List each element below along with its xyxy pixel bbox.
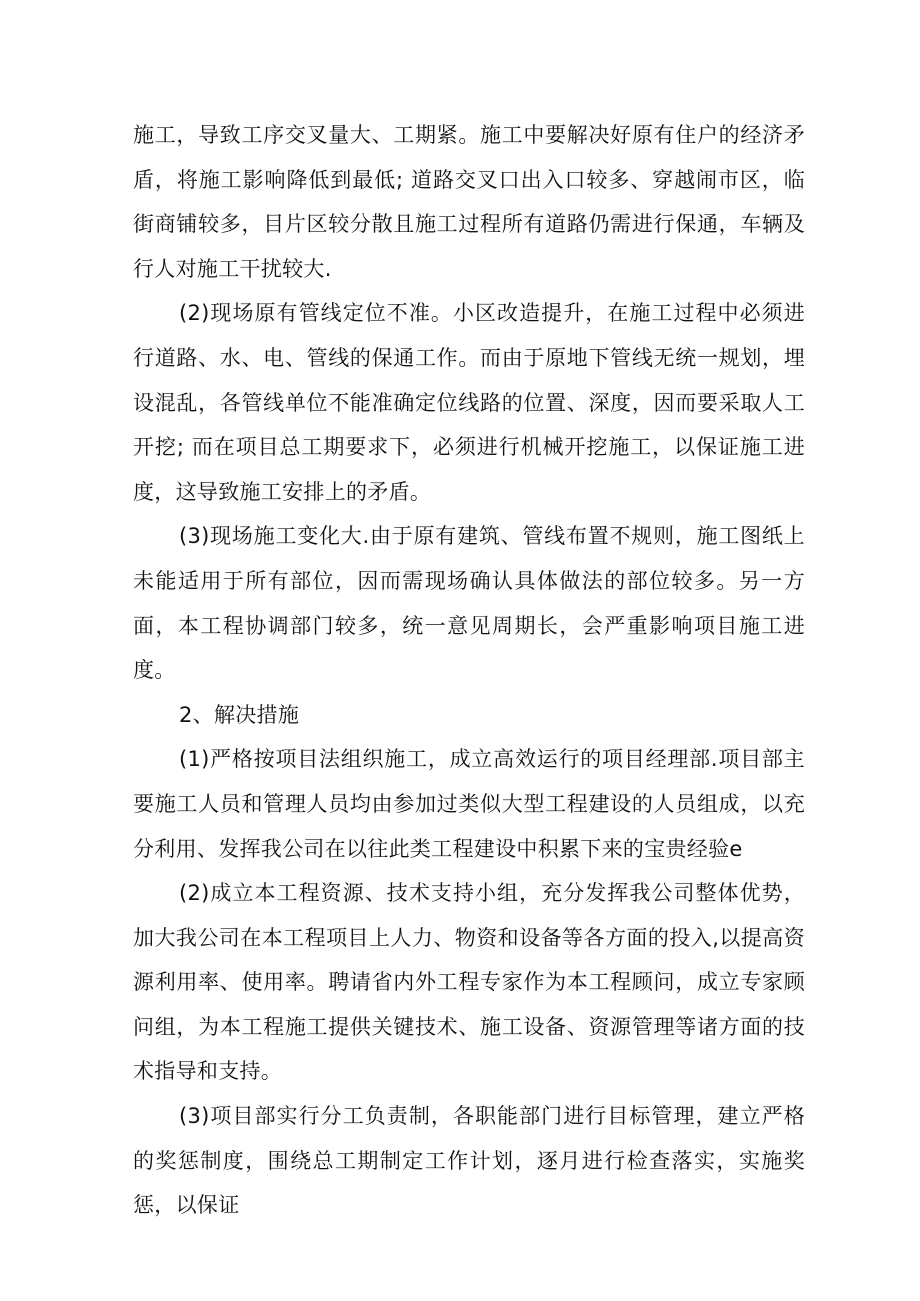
paragraph-pipeline-positioning: (2)现场原有管线定位不准。小区改造提升，在施工过程中必须进行道路、水、电、管线的保通工作。而由于原地下管线无统一规划，埋设混乱，各管线单位不能准确定位线路的位置、深度，因而要采取人工开挖; 而在项目总工期要求下，必须进行机械开挖施工，以保证施工进度，这导致施工安排上的矛盾。	[133, 301, 805, 504]
paragraph-project-management: (1)严格按项目法组织施工，成立高效运行的项目经理部.项目部主要施工人员和管理人员均由参加过类似大型工程建设的人员组成，以充分利用、发挥我公司在以往此类工程建设中积累下来的宝贵经验e	[133, 747, 805, 861]
paragraph-responsibility-system: (3)项目部实行分工负责制，各职能部门进行目标管理，建立严格的奖惩制度，围绕总工期制定工作计划，逐月进行检查落实，实施奖惩，以保证	[133, 1104, 805, 1218]
document-body	[133, 113, 805, 1228]
paragraph-resource-support: (2)成立本工程资源、技术支持小组，充分发挥我公司整体优势，加大我公司在本工程项目上人力、物资和设备等各方面的投入,以提高资源利用率、使用率。聘请省内外工程专家作为本工程顾问，成立专家顾问组，为本工程施工提供关键技术、施工设备、资源管理等诸方面的技术指导和支持。	[133, 881, 805, 1084]
section-heading-solutions: 2、解决措施	[179, 702, 300, 727]
paragraph-site-changes: (3)现场施工变化大.由于原有建筑、管线布置不规则，施工图纸上未能适用于所有部位，因而需现场确认具体做法的部位较多。另一方面，本工程协调部门较多，统一意见周期长，会严重影响项目施工进度。	[133, 524, 805, 683]
paragraph-site-disturbance: 施工，导致工序交叉量大、工期紧。施工中要解决好原有住户的经济矛盾，将施工影响降低到最低; 道路交叉口出入口较多、穿越闹市区，临街商铺较多，目片区较分散且施工过程所有道路仍需进行保通，车辆及行人对施工干扰较大.	[133, 123, 805, 281]
